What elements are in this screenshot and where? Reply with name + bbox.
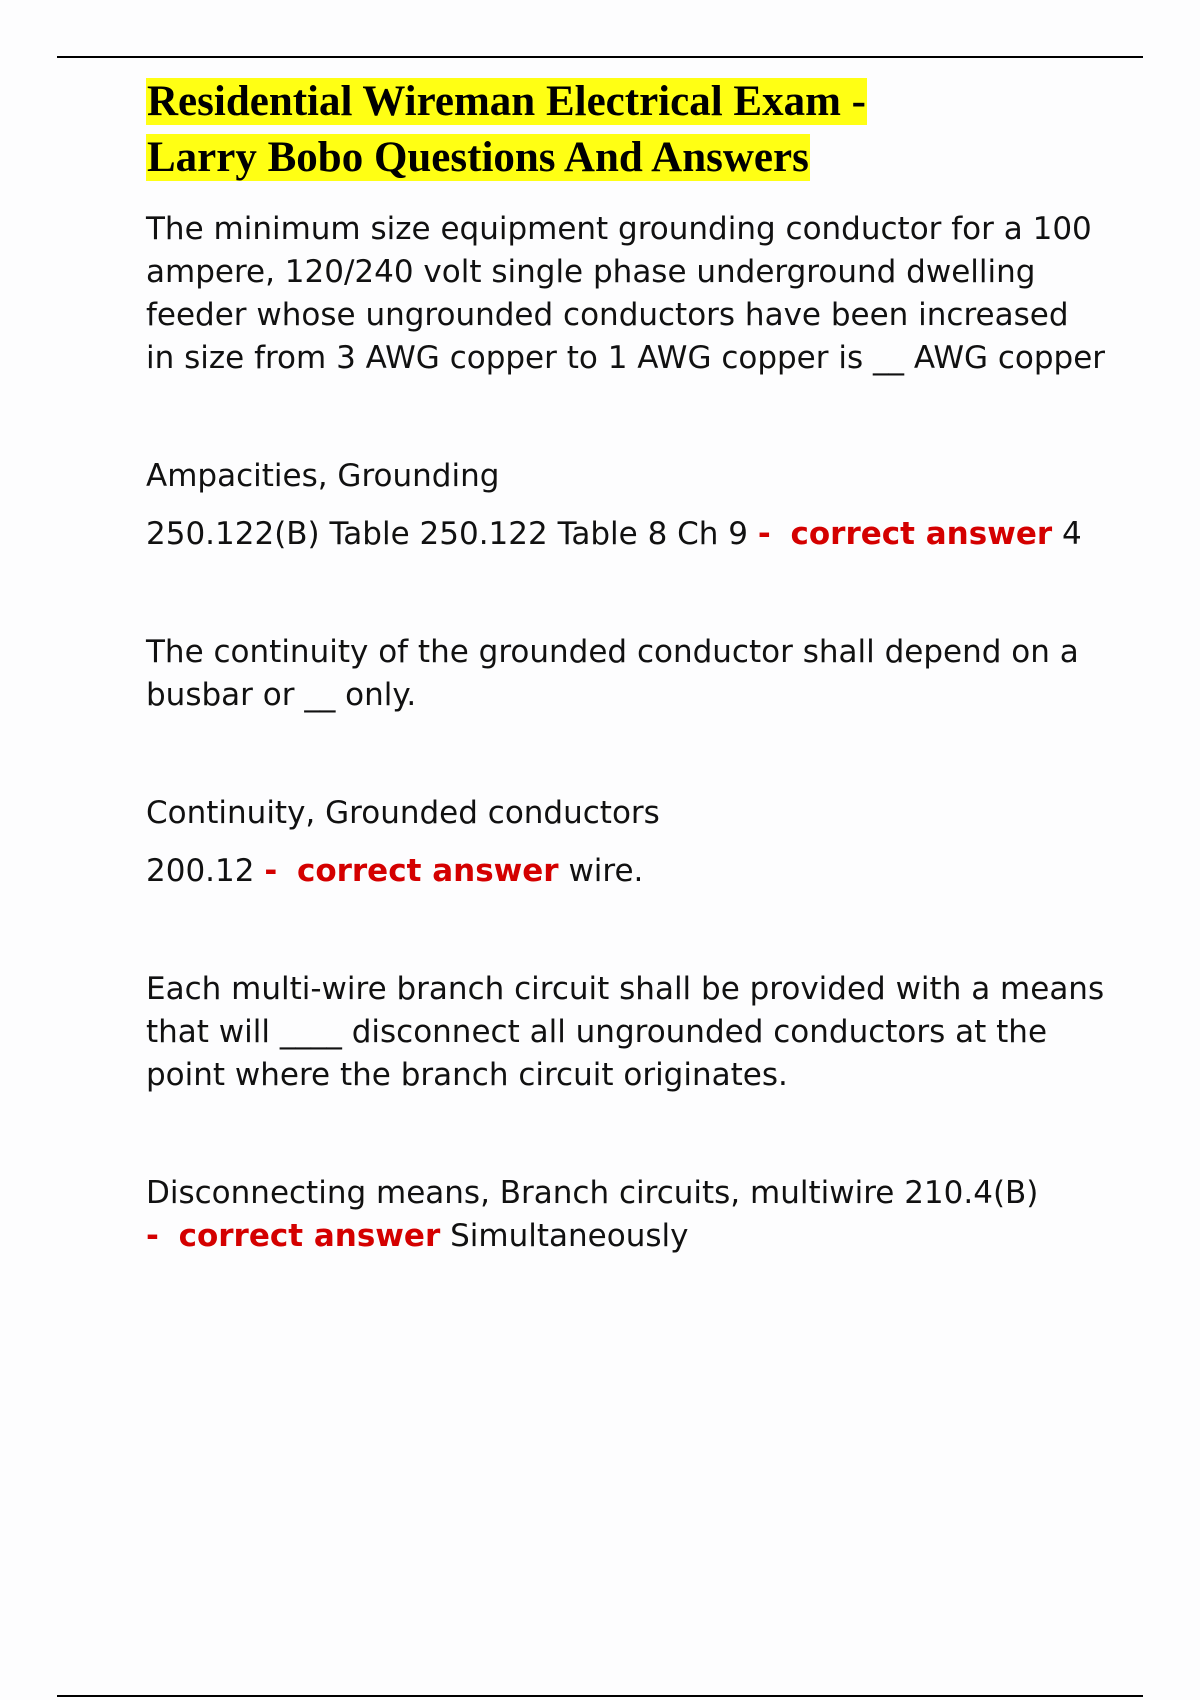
answer-2: wire. — [568, 853, 644, 889]
answer-1: 4 — [1062, 516, 1082, 552]
answer-dash-2: - — [264, 853, 278, 889]
document-content — [146, 74, 1106, 1258]
reference-1: 250.122(B) Table 250.122 Table 8 Ch 9 — [146, 516, 749, 552]
answer-marker-1: correct answer — [790, 516, 1053, 552]
title-line-2: Larry Bobo Questions And Answers — [147, 134, 809, 181]
answer-marker-2: correct answer — [296, 853, 559, 889]
question-2: The continuity of the grounded conductor shall depend on a busbar or __ only. — [146, 634, 1079, 713]
answer-line-1 — [146, 513, 1106, 556]
category-2: Continuity, Grounded conductors — [146, 795, 660, 831]
answer-dash-1: - — [757, 516, 771, 552]
category-3: Disconnecting means, Branch circuits, multiwire 210.4(B) — [146, 1175, 1039, 1211]
question-3: Each multi-wire branch circuit shall be provided with a means that will ____ disconnect all ungrounded conductors at the point where the branch circuit originates. — [146, 971, 1105, 1093]
category-1: Ampacities, Grounding — [146, 458, 500, 494]
answer-line-3 — [146, 1172, 1106, 1258]
answer-line-2 — [146, 850, 1106, 893]
top-rule — [57, 56, 1143, 58]
question-1: The minimum size equipment grounding conductor for a 100 ampere, 120/240 volt single phase underground dwelling feeder whose ungrounded conductors have been increased in size from 3 AWG copper to 1 AWG copper is __ AWG copper — [146, 211, 1106, 376]
answer-dash-3: - — [146, 1218, 159, 1254]
answer-3: Simultaneously — [450, 1218, 689, 1254]
bottom-rule — [57, 1695, 1143, 1697]
document-title — [146, 74, 1106, 186]
answer-marker-3: correct answer — [178, 1218, 441, 1254]
reference-2: 200.12 — [146, 853, 255, 889]
title-line-1: Residential Wireman Electrical Exam - — [147, 78, 866, 125]
